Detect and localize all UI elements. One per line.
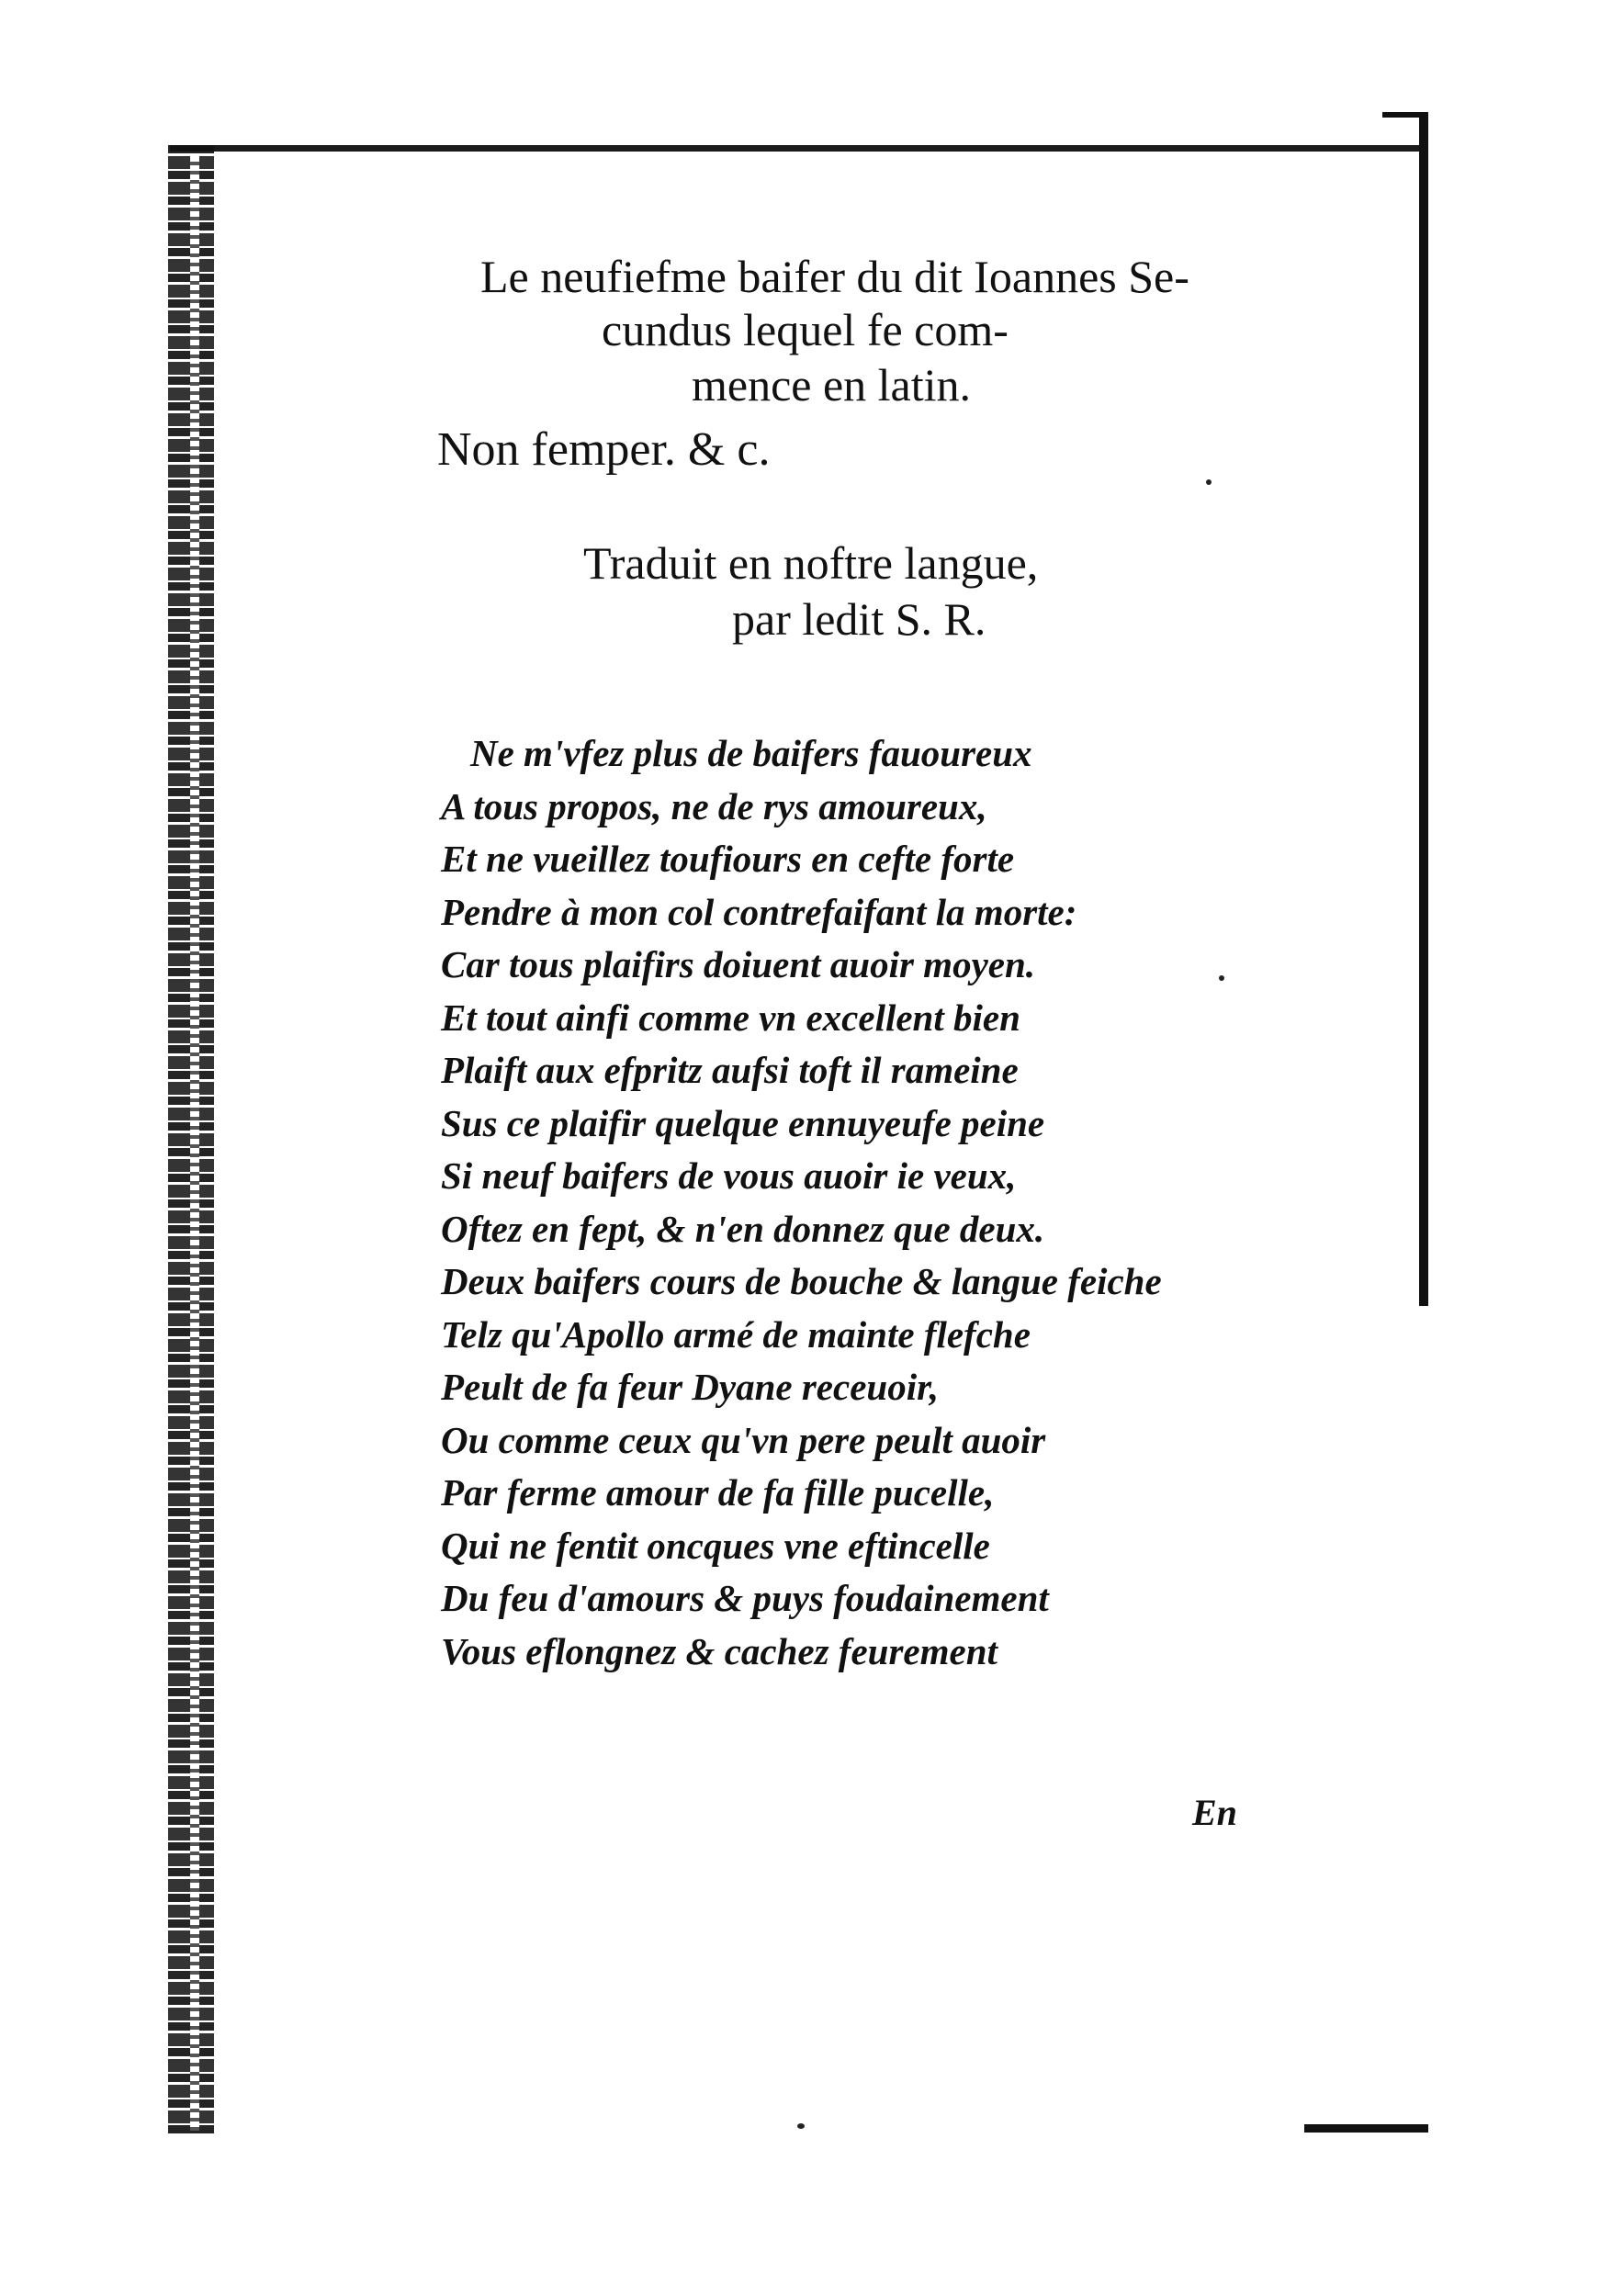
- catchword: En: [1192, 1792, 1237, 1833]
- title-line-3: mence en latin.: [692, 359, 972, 411]
- verse-line: Si neuf baifers de vous auoir ie veux,: [441, 1154, 1017, 1197]
- verse-line: Pendre à mon col contrefaifant la morte:: [441, 890, 1077, 933]
- verse-line: Qui ne fentit oncques vne eftincelle: [441, 1524, 990, 1567]
- subtitle-line-2: par ledit S. R.: [732, 593, 986, 645]
- verse-line: Car tous plaifirs doiuent auoir moyen.: [441, 943, 1036, 985]
- title-line-1: Le neufiefme baifer du dit Ioannes Se-: [480, 251, 1189, 302]
- verse-line: Oftez en fept, & n'en donnez que deux.: [441, 1207, 1045, 1250]
- verse-line: Deux baifers cours de bouche & langue feiche: [441, 1260, 1162, 1302]
- page-gutter-noise: [190, 156, 199, 2131]
- verse-line: Telz qu'Apollo armé de mainte flefche: [441, 1312, 1031, 1356]
- verse-line: Par ferme amour de fa fille pucelle,: [441, 1471, 995, 1514]
- title-line-2: cundus lequel fe com-: [602, 304, 1009, 355]
- verse-line: Et ne vueillez toufiours en cefte forte: [441, 838, 1015, 880]
- verse-line: Peult de fa feur Dyane receuoir,: [441, 1366, 940, 1408]
- verse-line: A tous propos, ne de rys amoureux,: [441, 784, 987, 827]
- page-edge-bottom: [1304, 2124, 1428, 2133]
- verse-line: Et tout ainfi comme vn excellent bien: [441, 996, 1020, 1039]
- page-edge-right: [1419, 112, 1428, 1306]
- verse-line: Ne m'vfez plus de baifers fauoureux: [470, 732, 1032, 774]
- ink-speck: [1206, 479, 1212, 485]
- verse-line: Vous eflongnez & cachez feurement: [441, 1629, 997, 1672]
- verse-line: Plaift aux efpritz aufsi toft il rameine: [441, 1049, 1019, 1091]
- page-edge-top: [170, 145, 1428, 152]
- subtitle-line-1: Traduit en noftre langue,: [583, 537, 1039, 589]
- poem-verse: [441, 727, 1405, 1678]
- verse-line: Sus ce plaifir quelque ennuyeufe peine: [441, 1101, 1045, 1144]
- title-line-4: Non femper. & c.: [437, 423, 771, 476]
- verse-line: Du feu d'amours & puys foudainement: [441, 1577, 1049, 1619]
- verse-line: Ou comme ceux qu'vn pere peult auoir: [441, 1418, 1046, 1461]
- ink-speck: [797, 2123, 805, 2129]
